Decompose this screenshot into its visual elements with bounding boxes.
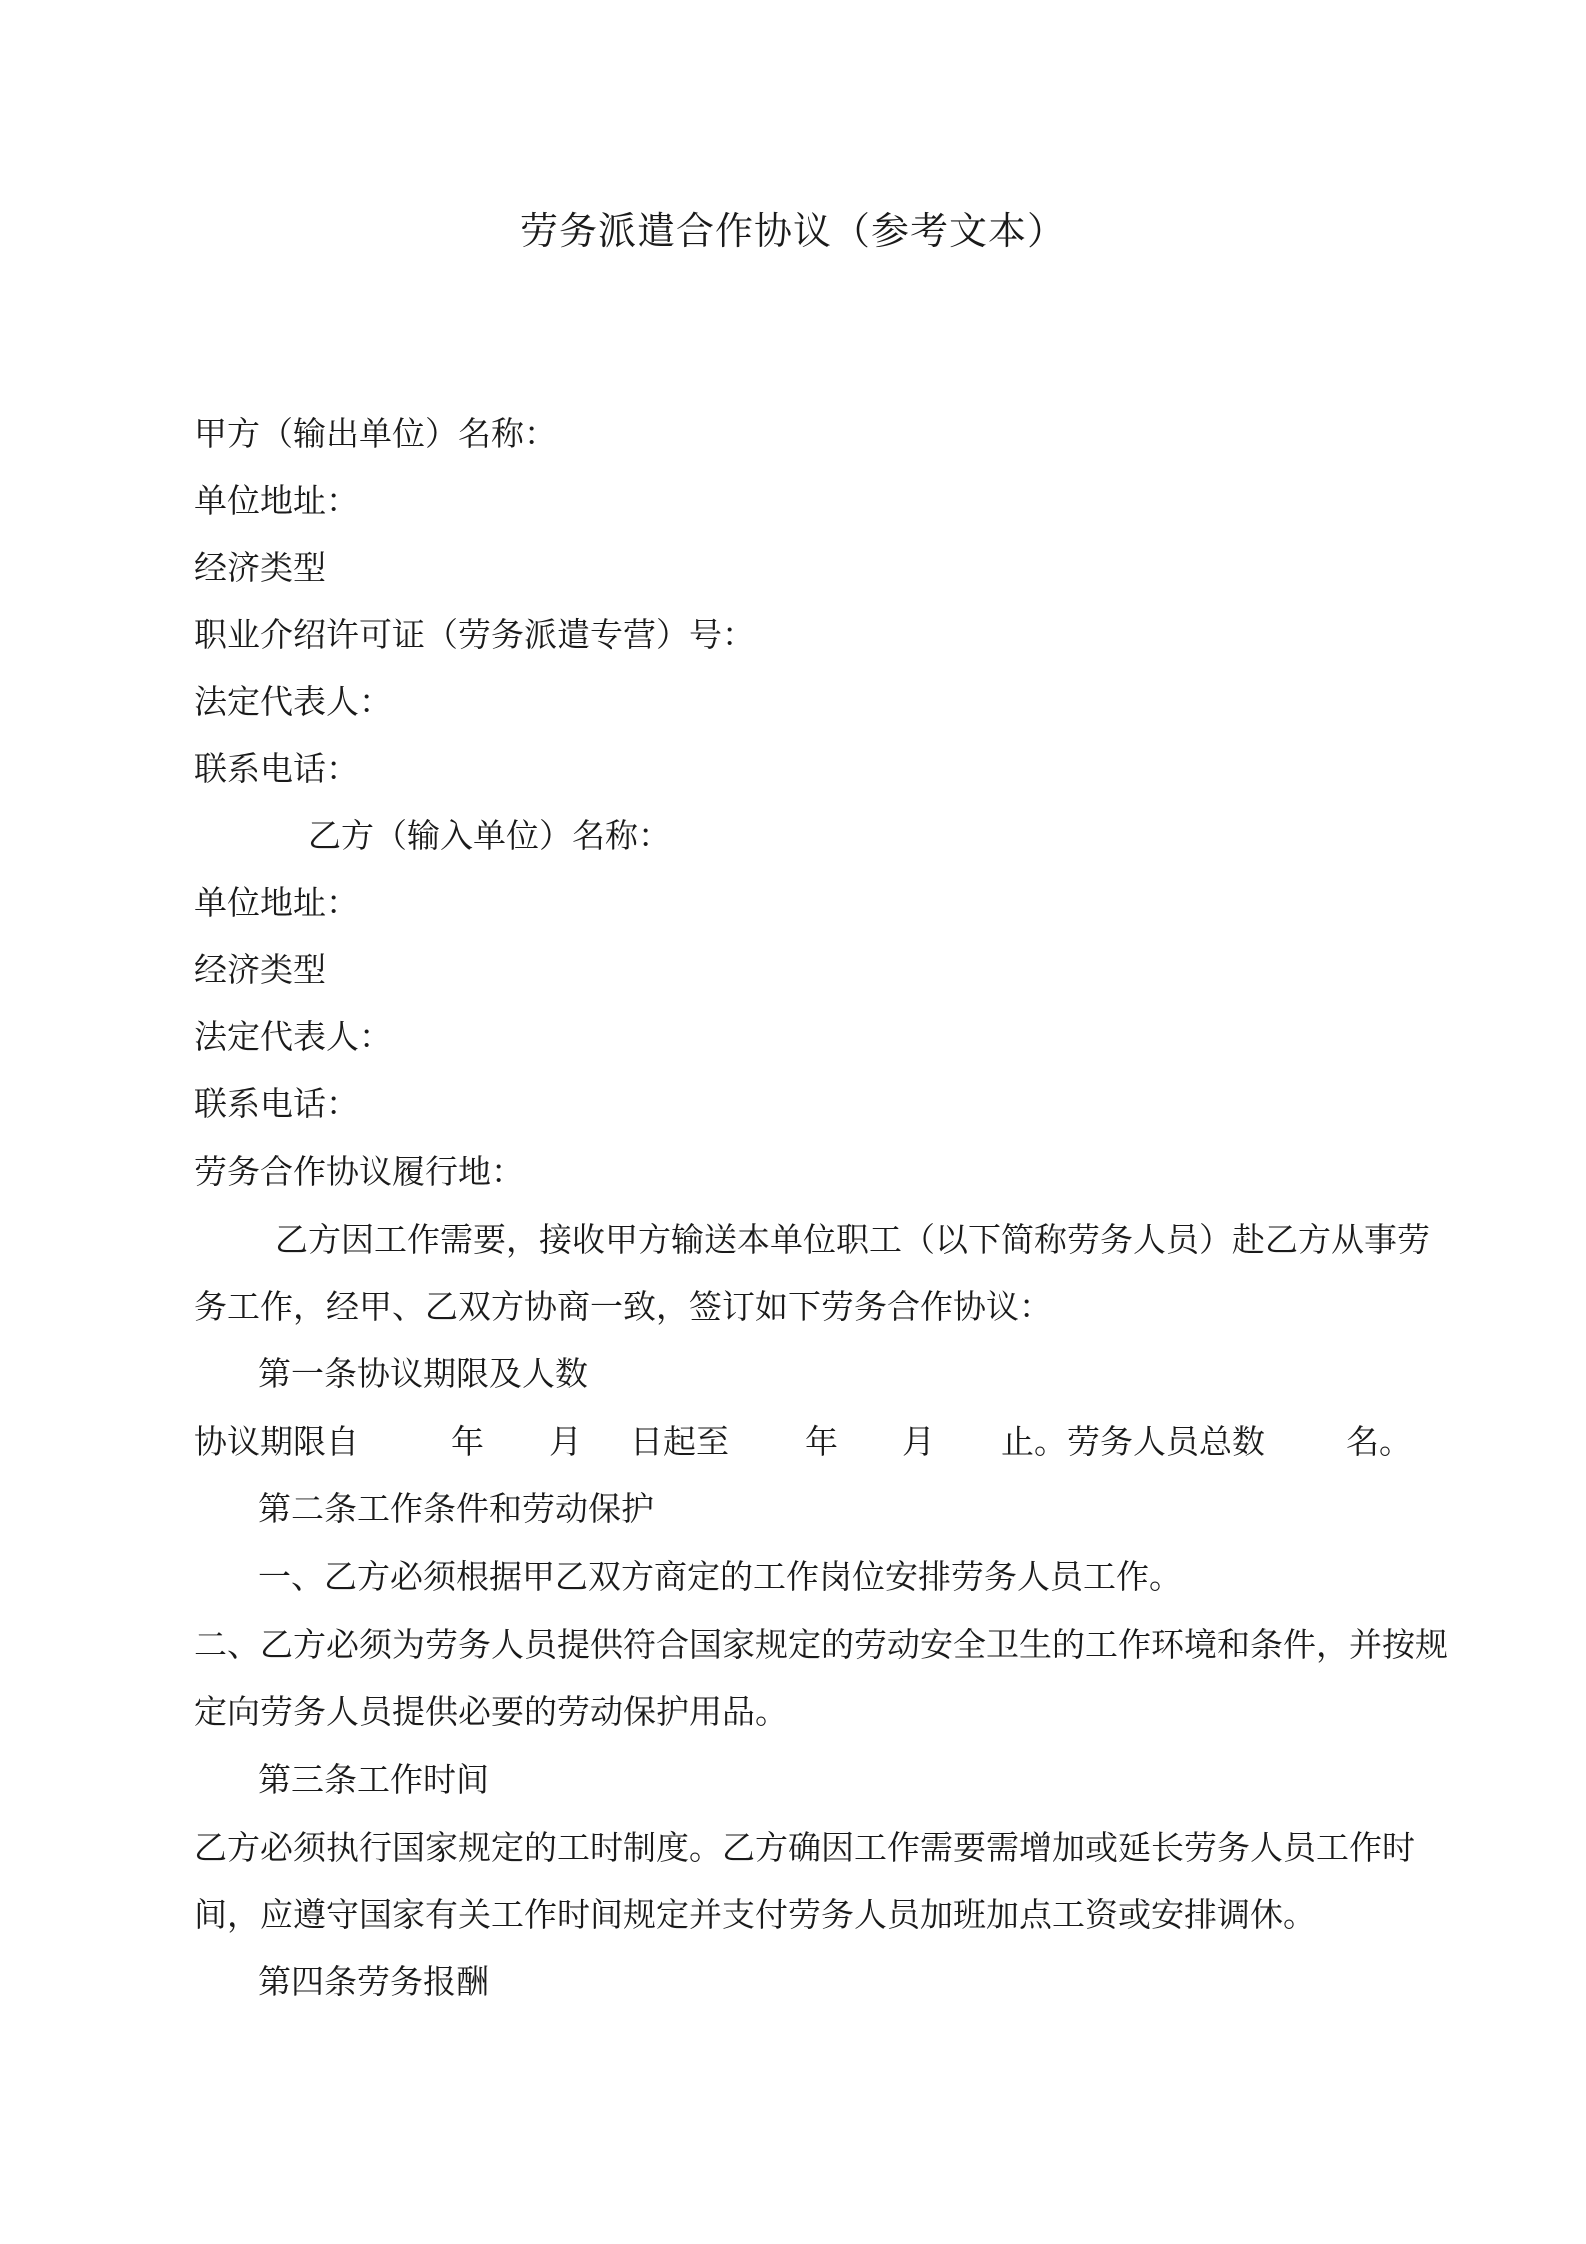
period-until: 止。劳务人员总数 [1001,1422,1265,1461]
article-2-item-1: 一、乙方必须根据甲乙双方商定的工作岗位安排劳务人员工作。 [258,1557,1182,1596]
performance-place-label: 劳务合作协议履行地： [194,1152,524,1191]
agreement-period-line [0,1420,1586,1464]
party-b-phone-label: 联系电话： [194,1084,359,1123]
party-b-name-label: 乙方（输入单位）名称： [308,816,671,855]
period-day-from: 日起至 [630,1422,729,1461]
period-month-1: 月 [549,1422,582,1461]
article-2-item-2-line-2: 定向劳务人员提供必要的劳动保护用品。 [194,1692,788,1731]
period-prefix: 协议期限自 [194,1422,359,1461]
article-3-line-2: 间，应遵守国家有关工作时间规定并支付劳务人员加班加点工资或安排调休。 [194,1895,1316,1934]
article-1-heading: 第一条协议期限及人数 [258,1354,588,1393]
period-year-2: 年 [805,1422,838,1461]
article-3-heading: 第三条工作时间 [258,1760,489,1799]
party-b-economic-type-label: 经济类型 [194,950,326,989]
party-a-legal-rep-label: 法定代表人： [194,682,392,721]
document-title: 劳务派遣合作协议（参考文本） [519,209,1066,253]
party-a-name-label: 甲方（输出单位）名称： [194,414,557,453]
party-b-address-label: 单位地址： [194,883,359,922]
period-month-2: 月 [902,1422,935,1461]
party-a-address-label: 单位地址： [194,481,359,520]
party-a-economic-type-label: 经济类型 [194,548,326,587]
article-3-line-1: 乙方必须执行国家规定的工时制度。乙方确因工作需要需增加或延长劳务人员工作时 [194,1828,1415,1867]
intro-paragraph-line-1: 乙方因工作需要，接收甲方输送本单位职工（以下简称劳务人员）赴乙方从事劳 [275,1220,1430,1259]
party-a-license-label: 职业介绍许可证（劳务派遣专营）号： [194,615,755,654]
party-a-phone-label: 联系电话： [194,749,359,788]
period-year-1: 年 [451,1422,484,1461]
article-2-heading: 第二条工作条件和劳动保护 [258,1489,654,1528]
party-b-legal-rep-label: 法定代表人： [194,1017,392,1056]
period-unit: 名。 [1346,1422,1412,1461]
article-2-item-2-line-1: 二、乙方必须为劳务人员提供符合国家规定的劳动安全卫生的工作环境和条件，并按规 [194,1625,1448,1664]
article-4-heading: 第四条劳务报酬 [258,1962,489,2001]
intro-paragraph-line-2: 务工作，经甲、乙双方协商一致，签订如下劳务合作协议： [194,1287,1052,1326]
